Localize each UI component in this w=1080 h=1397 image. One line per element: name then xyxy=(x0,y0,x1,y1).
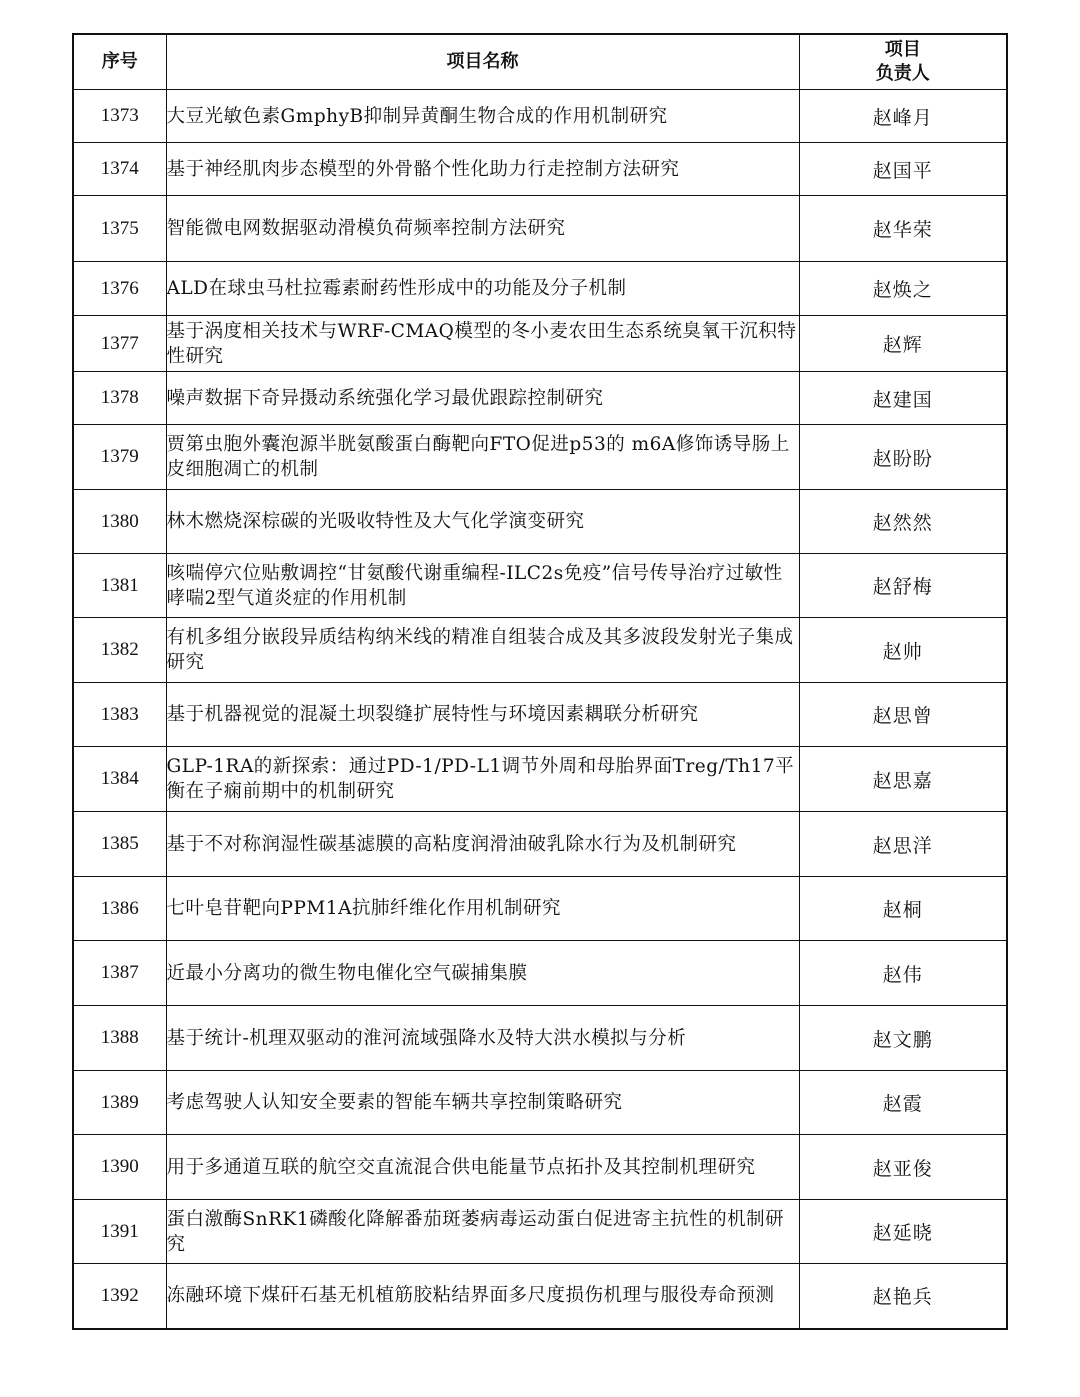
serial-number-cell: 1386 xyxy=(73,877,166,941)
project-name-cell: 基于不对称润湿性碳基滤膜的高粘度润滑油破乳除水行为及机制研究 xyxy=(166,812,799,877)
serial-number-cell: 1387 xyxy=(73,941,166,1006)
serial-number-cell: 1383 xyxy=(73,683,166,747)
project-name-cell: 基于机器视觉的混凝土坝裂缝扩展特性与环境因素耦联分析研究 xyxy=(166,683,799,747)
project-leader-cell: 赵建国 xyxy=(799,372,1007,425)
project-leader-cell: 赵思曾 xyxy=(799,683,1007,747)
serial-number-cell: 1375 xyxy=(73,196,166,262)
table-row xyxy=(73,877,1007,941)
table-row xyxy=(73,90,1007,143)
serial-number-cell: 1374 xyxy=(73,143,166,196)
table-row xyxy=(73,262,1007,316)
project-name-cell: 大豆光敏色素GmphyB抑制异黄酮生物合成的作用机制研究 xyxy=(166,90,799,143)
project-name-cell: 冻融环境下煤矸石基无机植筋胶粘结界面多尺度损伤机理与服役寿命预测 xyxy=(166,1264,799,1329)
project-leader-cell: 赵然然 xyxy=(799,490,1007,554)
project-leader-cell: 赵华荣 xyxy=(799,196,1007,262)
project-name-cell: 基于统计-机理双驱动的淮河流域强降水及特大洪水模拟与分析 xyxy=(166,1006,799,1071)
project-list-sheet xyxy=(72,33,1006,1330)
project-leader-cell: 赵霞 xyxy=(799,1071,1007,1135)
serial-number-cell: 1382 xyxy=(73,618,166,683)
serial-number-cell: 1379 xyxy=(73,425,166,490)
project-name-cell: 噪声数据下奇异摄动系统强化学习最优跟踪控制研究 xyxy=(166,372,799,425)
serial-number-cell: 1380 xyxy=(73,490,166,554)
project-name-cell: 用于多通道互联的航空交直流混合供电能量节点拓扑及其控制机理研究 xyxy=(166,1135,799,1200)
serial-number-cell: 1385 xyxy=(73,812,166,877)
serial-number-cell: 1377 xyxy=(73,316,166,372)
serial-number-cell: 1373 xyxy=(73,90,166,143)
project-leader-cell: 赵盼盼 xyxy=(799,425,1007,490)
table-row xyxy=(73,490,1007,554)
project-leader-cell: 赵伟 xyxy=(799,941,1007,1006)
header-project-name: 项目名称 xyxy=(166,34,799,90)
project-name-cell: 咳喘停穴位贴敷调控“甘氨酸代谢重编程-ILC2s免疫”信号传导治疗过敏性哮喘2型气道炎症的作用机制 xyxy=(166,554,799,618)
project-leader-cell: 赵帅 xyxy=(799,618,1007,683)
header-project-leader-line1: 项目 xyxy=(884,39,921,60)
serial-number-cell: 1390 xyxy=(73,1135,166,1200)
header-serial-number: 序号 xyxy=(73,34,166,90)
table-row xyxy=(73,425,1007,490)
serial-number-cell: 1378 xyxy=(73,372,166,425)
table-row xyxy=(73,143,1007,196)
header-project-leader xyxy=(799,34,1007,90)
project-name-cell: 近最小分离功的微生物电催化空气碳捕集膜 xyxy=(166,941,799,1006)
project-name-cell: 有机多组分嵌段异质结构纳米线的精准自组装合成及其多波段发射光子集成研究 xyxy=(166,618,799,683)
table-row xyxy=(73,683,1007,747)
project-leader-cell: 赵思洋 xyxy=(799,812,1007,877)
table-row xyxy=(73,1071,1007,1135)
table-row xyxy=(73,372,1007,425)
project-name-cell: 七叶皂苷靶向PPM1A抗肺纤维化作用机制研究 xyxy=(166,877,799,941)
serial-number-cell: 1389 xyxy=(73,1071,166,1135)
table-row xyxy=(73,554,1007,618)
project-table xyxy=(72,33,1008,1330)
project-leader-cell: 赵辉 xyxy=(799,316,1007,372)
project-leader-cell: 赵焕之 xyxy=(799,262,1007,316)
serial-number-cell: 1391 xyxy=(73,1200,166,1264)
serial-number-cell: 1381 xyxy=(73,554,166,618)
table-row xyxy=(73,316,1007,372)
project-name-cell: 林木燃烧深棕碳的光吸收特性及大气化学演变研究 xyxy=(166,490,799,554)
table-row xyxy=(73,1006,1007,1071)
project-name-cell: 蛋白激酶SnRK1磷酸化降解番茄斑萎病毒运动蛋白促进寄主抗性的机制研究 xyxy=(166,1200,799,1264)
serial-number-cell: 1392 xyxy=(73,1264,166,1329)
table-header-row xyxy=(73,34,1007,90)
project-leader-cell: 赵延晓 xyxy=(799,1200,1007,1264)
project-name-cell: 贾第虫胞外囊泡源半胱氨酸蛋白酶靶向FTO促进p53的 m6A修饰诱导肠上皮细胞凋亡的机制 xyxy=(166,425,799,490)
project-name-cell: ALD在球虫马杜拉霉素耐药性形成中的功能及分子机制 xyxy=(166,262,799,316)
project-leader-cell: 赵桐 xyxy=(799,877,1007,941)
project-leader-cell: 赵国平 xyxy=(799,143,1007,196)
table-row xyxy=(73,812,1007,877)
project-leader-cell: 赵艳兵 xyxy=(799,1264,1007,1329)
header-project-leader-line2: 负责人 xyxy=(875,63,930,84)
project-name-cell: 基于涡度相关技术与WRF-CMAQ模型的冬小麦农田生态系统臭氧干沉积特性研究 xyxy=(166,316,799,372)
table-row xyxy=(73,1264,1007,1329)
table-row xyxy=(73,1200,1007,1264)
project-name-cell: GLP-1RA的新探索：通过PD-1/PD-L1调节外周和母胎界面Treg/Th17平衡在子痫前期中的机制研究 xyxy=(166,747,799,812)
project-leader-cell: 赵思嘉 xyxy=(799,747,1007,812)
table-row xyxy=(73,747,1007,812)
project-leader-cell: 赵文鹏 xyxy=(799,1006,1007,1071)
table-row xyxy=(73,941,1007,1006)
project-leader-cell: 赵峰月 xyxy=(799,90,1007,143)
project-leader-cell: 赵舒梅 xyxy=(799,554,1007,618)
table-row xyxy=(73,1135,1007,1200)
project-leader-cell: 赵亚俊 xyxy=(799,1135,1007,1200)
project-name-cell: 基于神经肌肉步态模型的外骨骼个性化助力行走控制方法研究 xyxy=(166,143,799,196)
serial-number-cell: 1376 xyxy=(73,262,166,316)
serial-number-cell: 1388 xyxy=(73,1006,166,1071)
table-row xyxy=(73,196,1007,262)
project-name-cell: 考虑驾驶人认知安全要素的智能车辆共享控制策略研究 xyxy=(166,1071,799,1135)
serial-number-cell: 1384 xyxy=(73,747,166,812)
project-name-cell: 智能微电网数据驱动滑模负荷频率控制方法研究 xyxy=(166,196,799,262)
table-row xyxy=(73,618,1007,683)
